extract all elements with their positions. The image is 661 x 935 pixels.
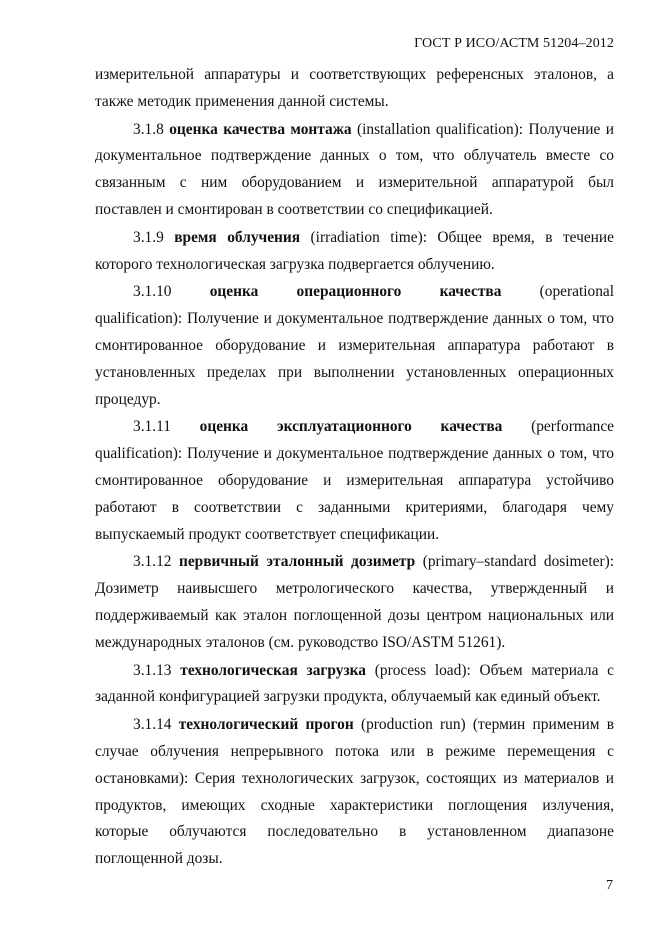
- text-line: [95, 252, 614, 279]
- text-run: которого технологическая загрузка подвергается облучению.: [95, 255, 495, 273]
- text-line: [95, 360, 614, 387]
- text-line: [95, 441, 614, 468]
- text-run: установленных пределах при выполнении установленных операционных: [95, 363, 614, 381]
- text-run: которые облучаются последовательно в установленном диапазоне: [95, 823, 614, 841]
- text-line: [95, 495, 614, 522]
- text-run: (irradiation time): Общее время, в течение: [300, 228, 614, 246]
- text-run: остановками): Серия технологических загрузок, состоящих из материалов и: [95, 769, 614, 787]
- paragraph-first-line: [95, 279, 614, 306]
- text-run: смонтированное оборудование и измерительная аппаратура работают в: [95, 336, 614, 354]
- paragraph-first-line: [95, 117, 614, 144]
- term-bold: оценка операционного качества: [209, 283, 502, 301]
- text-run: 3.1.14: [133, 716, 179, 734]
- text-run: смонтированное оборудование и измерительная аппаратура устойчиво: [95, 471, 614, 489]
- text-line: [95, 793, 614, 820]
- text-run: (performance: [502, 418, 614, 436]
- text-run: продуктов, имеющих сходные характеристики поглощения излучения,: [95, 796, 614, 814]
- text-run: 3.1.12: [133, 553, 179, 571]
- text-line: [95, 306, 614, 333]
- document-header: ГОСТ Р ИСО/АСТМ 51204–2012: [414, 36, 614, 51]
- text-line: [95, 846, 614, 873]
- term-bold: первичный эталонный дозиметр: [178, 553, 416, 571]
- text-run: заданной конфигурацией загрузки продукта, облучаемый как единый объект.: [95, 688, 601, 706]
- text-line: [95, 630, 614, 657]
- text-run: 3.1.8: [133, 120, 170, 138]
- text-run: документальное подтверждение данных о том, что облучатель вместе со: [95, 147, 614, 165]
- text-run: также методик применения данной системы.: [95, 92, 389, 110]
- text-line: [95, 603, 614, 630]
- text-run: (operational: [501, 283, 614, 301]
- text-line: [95, 62, 614, 89]
- page-number: 7: [606, 878, 613, 893]
- term-bold: оценка эксплуатационного качества: [199, 418, 503, 436]
- text-run: случае облучения непрерывного потока или в режиме перемещения с: [95, 742, 614, 760]
- text-line: [95, 766, 614, 793]
- text-run: связанным с ним оборудованием и измерительной аппаратурой был: [95, 174, 614, 192]
- text-run: 3.1.10: [133, 283, 210, 301]
- text-line: [95, 89, 614, 116]
- text-line: [95, 333, 614, 360]
- paragraph-first-line: [95, 712, 614, 739]
- term-bold: время облучения: [174, 228, 301, 246]
- term-bold: технологическая загрузка: [180, 661, 366, 679]
- text-run: измерительной аппаратуры и соответствующих референсных эталонов, а: [95, 66, 614, 83]
- text-run: 3.1.11: [133, 418, 200, 436]
- text-line: [95, 170, 614, 197]
- text-run: поддерживаемый как эталон поглощенной дозы центром национальных или: [95, 606, 614, 624]
- term-bold: технологический прогон: [178, 716, 354, 734]
- text-run: международных эталонов (см. руководство ISO/ASTM 51261).: [95, 633, 506, 651]
- text-line: [95, 522, 614, 549]
- text-run: выпускаемый продукт соответствует спецификации.: [95, 525, 440, 543]
- paragraph-first-line: [95, 414, 614, 441]
- text-line: [95, 197, 614, 224]
- text-line: [95, 739, 614, 766]
- text-run: qualification): Получение и документальное подтверждение данных о том, что: [95, 445, 614, 463]
- text-run: 3.1.13: [133, 661, 181, 679]
- term-bold: оценка качества монтажа: [169, 120, 352, 138]
- text-line: [95, 576, 614, 603]
- text-line: [95, 819, 614, 846]
- text-run: поглощенной дозы.: [95, 850, 223, 868]
- text-run: 3.1.9: [133, 228, 175, 246]
- text-run: (process load): Объем материала с: [366, 661, 615, 679]
- text-run: (installation qualification): Получение и: [351, 120, 614, 138]
- paragraph-first-line: [95, 658, 614, 685]
- text-run: Дозиметр наивысшего метрологического качества, утвержденный и: [95, 580, 614, 598]
- paragraph-first-line: [95, 549, 614, 576]
- text-run: поставлен и смонтирован в соответствии со спецификацией.: [95, 200, 493, 218]
- text-line: [95, 143, 614, 170]
- text-line: [95, 468, 614, 495]
- text-run: процедур.: [95, 390, 161, 408]
- text-line: [95, 684, 614, 711]
- text-run: (primary–standard dosimeter):: [415, 553, 614, 571]
- document-body: [95, 62, 614, 873]
- text-run: работают в соответствии с заданными критериями, благодаря чему: [95, 498, 614, 516]
- text-run: qualification): Получение и документальное подтверждение данных о том, что: [95, 310, 614, 328]
- text-line: [95, 387, 614, 414]
- paragraph-first-line: [95, 225, 614, 252]
- text-run: (production run) (термин применим в: [353, 716, 614, 734]
